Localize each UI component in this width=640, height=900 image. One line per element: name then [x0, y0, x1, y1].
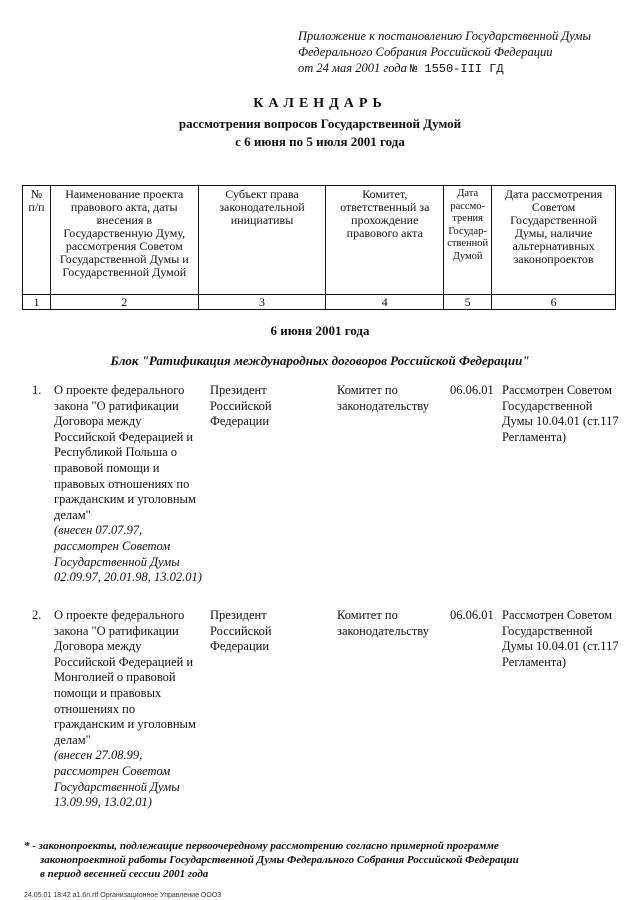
annex-reference: [298, 28, 628, 77]
item-subject: Президент Российской Федерации: [210, 608, 272, 654]
footnote: [24, 839, 624, 881]
document-subtitle: рассмотрения вопросов Государственной Думой: [178, 116, 462, 131]
column-number: 4: [326, 295, 444, 310]
header-cell-committee: Комитет, ответственный за прохождение правового акта: [326, 186, 444, 295]
annex-date: от 24 мая 2001 года: [298, 61, 407, 75]
annex-line-1: Приложение к постановлению Государственной Думы: [298, 29, 591, 43]
header-cell-duma-date: Дата рассмо-трения Государ-ственной Думой: [444, 186, 492, 295]
header-row: [23, 186, 616, 295]
column-number-row: [23, 295, 616, 310]
annex-line-3: [298, 60, 628, 77]
item-subject: Президент Российской Федерации: [210, 383, 272, 429]
column-header-table: [22, 185, 616, 310]
block-heading: Блок "Ратификация международных договоров Российской Федерации": [110, 353, 530, 368]
item-number: 1.: [32, 383, 42, 397]
item-note: (внесен 27.08.99, рассмотрен Советом Государственной Думы 13.09.99, 13.02.01): [54, 748, 180, 810]
column-number: 5: [444, 295, 492, 310]
annex-line-2: Федерального Собрания Российской Федерации: [298, 45, 553, 59]
print-footer: 24.05.01 18:42 a1.6n.rtf Организационное Управление ООО3: [24, 892, 222, 899]
item-number: 2.: [32, 608, 42, 622]
item-name-block: [54, 383, 202, 586]
footnote-line-3: в период весенней сессии 2001 года: [40, 868, 209, 880]
item-name-block: [54, 608, 202, 811]
header-cell-council-date: Дата рассмотрения Советом Государственной Думы, наличие альтернативных законопроектов: [492, 186, 616, 295]
column-number: 1: [23, 295, 51, 310]
footnote-line-1: * - законопроекты, подлежащие первоочередному рассмотрению согласно примерной программе: [24, 840, 499, 852]
item-note: (внесен 07.07.97, рассмотрен Советом Государственной Думы 02.09.97, 20.01.98, 13.02.01): [54, 523, 202, 585]
header-cell-number: № п/п: [23, 186, 51, 295]
column-number: 3: [198, 295, 326, 310]
document-title: КАЛЕНДАРЬ: [253, 96, 387, 111]
column-number: 6: [492, 295, 616, 310]
footnote-line-2: законопроектной работы Государственной Думы Федерального Собрания Российской Федерации: [40, 854, 519, 866]
header-cell-subject: Субъект права законодательной инициативы: [198, 186, 326, 295]
item-date: 06.06.01: [450, 383, 494, 397]
item-title: О проекте федерального закона "О ратификации Договора между Российской Федерацией и Республикой Польша о правовой помощи и правовых отношениях по гражданским и уголовным делам": [54, 383, 196, 522]
header-cell-name: Наименование проекта правового акта, даты внесения в Государственную Думу, рассмотрения Советом Государственной Думы и Государственной Думой: [50, 186, 198, 295]
column-number: 2: [50, 295, 198, 310]
item-result: Рассмотрен Советом Государственной Думы 10.04.01 (ст.117 Регламента): [502, 383, 619, 444]
document-period: с 6 июня по 5 июля 2001 года: [235, 134, 405, 149]
item-title: О проекте федерального закона "О ратификации Договора между Российской Федерацией и Монголией о правовой помощи и правовых отношениях по гражданским и уголовным делам": [54, 608, 196, 747]
item-result: Рассмотрен Советом Государственной Думы 10.04.01 (ст.117 Регламента): [502, 608, 619, 669]
date-heading: 6 июня 2001 года: [270, 323, 370, 338]
resolution-number: № 1550-III ГД: [409, 62, 504, 76]
item-date: 06.06.01: [450, 608, 494, 622]
item-committee: Комитет по законодательству: [337, 608, 430, 638]
item-committee: Комитет по законодательству: [337, 383, 430, 413]
